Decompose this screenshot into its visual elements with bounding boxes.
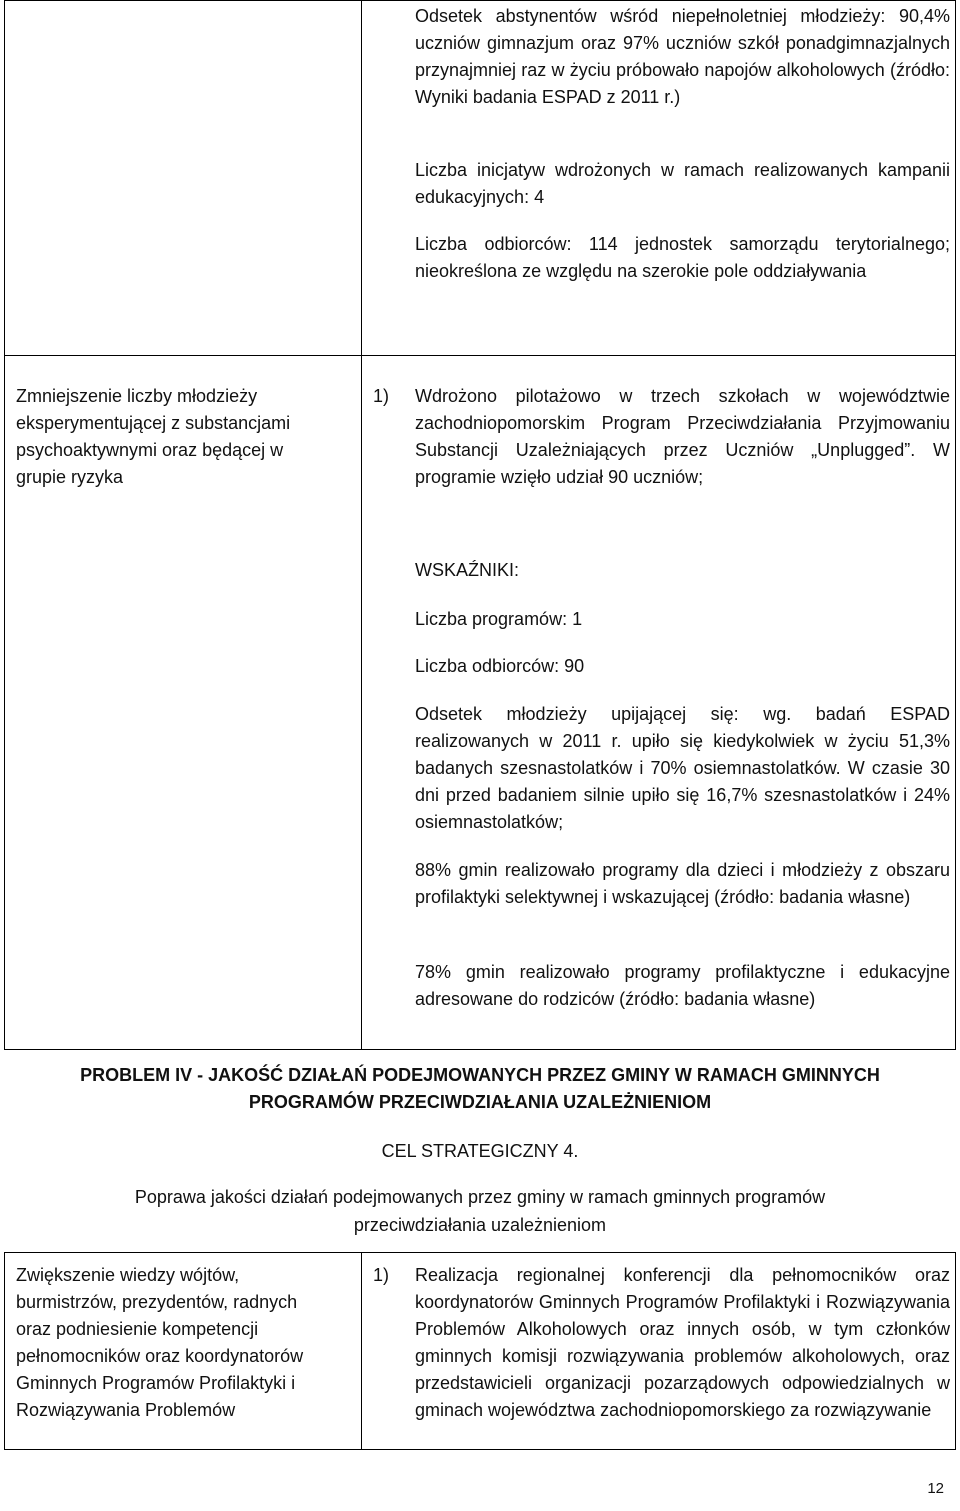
gminas-parents-text: 78% gmin realizowało programy profilaktyczne i edukacyjne adresowane do rodziców (źródło: badania własne) (415, 962, 950, 1009)
abstinence-rate-text: Odsetek abstynentów wśród niepełnoletniej młodzieży: 90,4% uczniów gimnazjum oraz 97% uczniów szkół ponadgimnazjalnych przynajmniej raz w życiu próbowało napojów alkoholowych (źródło: Wyniki badania ESPAD z 2011 r.) (415, 6, 950, 107)
programs-count-text: Liczba programów: 1 (415, 609, 583, 629)
strategic-goal-title: CEL STRATEGICZNY 4. (381, 1141, 579, 1161)
indicators-title: WSKAŹNIKI: (415, 560, 520, 580)
column-divider (361, 1, 362, 1049)
recipients-90-text: Liczba odbiorców: 90 (415, 656, 585, 676)
regional-conference-text: Realizacja regionalnej konferencji dla pełnomocników oraz koordynatorów Gminnych Programów Profilaktyki i Rozwiązywania Problemów Alkoholowych oraz innych osób, w tym członków gminnych komisji rozwiązywania problemów alkoholowych, oraz przedstawicieli organizacji pozarządowych odpowiedzialnych w gminach województwa zachodniopomorskiego za rozwiązywanie (415, 1265, 950, 1420)
strategic-goal-line2: przeciwdziałania uzależnieniom (353, 1215, 607, 1235)
recipients-count-text: Liczba odbiorców: 114 jednostek samorządu terytorialnego; nieokreślona ze względu na szerokie pole oddziaływania (415, 234, 950, 281)
initiatives-count-text: Liczba inicjatyw wdrożonych w ramach realizowanych kampanii edukacyjnych: 4 (415, 160, 950, 207)
problem-heading-line1: PROBLEM IV - JAKOŚĆ DZIAŁAŃ PODEJMOWANYCH PRZEZ GMINY W RAMACH GMINNYCH (80, 1065, 880, 1085)
goal-reduce-experimenting: Zmniejszenie liczby młodzieży eksperymentującej z substancjami psychoaktywnymi oraz będącej w grupie ryzyka (16, 386, 291, 487)
row-divider (5, 355, 955, 356)
column-divider (361, 1253, 362, 1449)
page-number: 12 (927, 1480, 944, 1497)
binge-drinking-text: Odsetek młodzieży upijającej się: wg. badań ESPAD realizowanych w 2011 r. upiło się kiedykolwiek w życiu 51,3% badanych szesnastolatków i 70% osiemnastolatków. W czasie 30 dni przed badaniem silnie upiło się 16,7% szesnastolatków i 24% osiemnastolatków; (415, 704, 950, 832)
problem-heading-line2: PROGRAMÓW PRZECIWDZIAŁANIA UZALEŻNIENIOM (248, 1092, 712, 1112)
gminas-selective-text: 88% gmin realizowało programy dla dzieci i młodzieży z obszaru profilaktyki selektywnej i wskazującej (źródło: badania własne) (415, 860, 950, 907)
table-top (4, 0, 956, 1050)
table-bottom (4, 1252, 956, 1450)
list-item-number: 1) (373, 386, 390, 406)
goal-increase-knowledge: Zwiększenie wiedzy wójtów, burmistrzów, prezydentów, radnych oraz podniesienie kompetencji pełnomocników oraz koordynatorów Gminnych Programów Profilaktyki i Rozwiązywania Problemów (16, 1265, 304, 1420)
strategic-goal-line1: Poprawa jakości działań podejmowanych przez gminy w ramach gminnych programów (134, 1187, 826, 1207)
list-item-number: 1) (373, 1265, 390, 1285)
unplugged-program-text: Wdrożono pilotażowo w trzech szkołach w województwie zachodniopomorskim Program Przeciwdziałania Przyjmowaniu Substancji Uzależniających przez Uczniów „Unplugged”. W programie wzięło udział 90 uczniów; (415, 386, 950, 487)
